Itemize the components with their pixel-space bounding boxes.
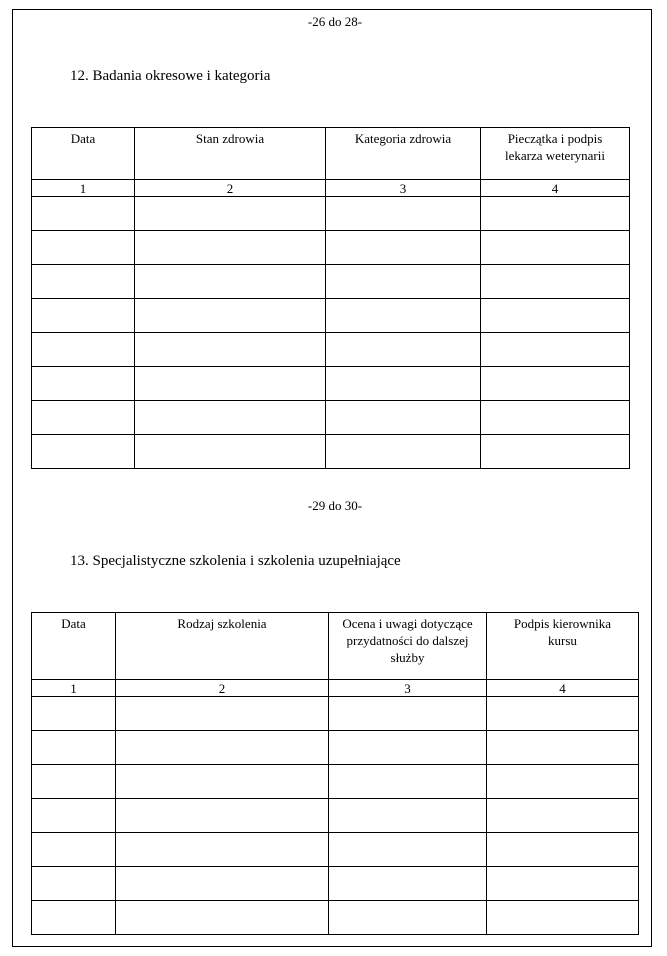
section-13-title: 13. Specjalistyczne szkolenia i szkolenia uzupełniające [70,553,401,569]
header-kategoria-zdrowia: Kategoria zdrowia [326,128,481,180]
table-row [32,901,639,935]
table-row [32,231,630,265]
table-cell[interactable] [481,265,630,299]
table-row [32,435,630,469]
column-number: 4 [487,680,639,697]
column-number-row [32,180,630,197]
table-cell[interactable] [116,833,329,867]
table-cell[interactable] [326,333,481,367]
table-cell[interactable] [326,367,481,401]
table-cell[interactable] [487,901,639,935]
table-row [32,867,639,901]
table-cell[interactable] [326,299,481,333]
table-cell[interactable] [32,901,116,935]
table-cell[interactable] [481,367,630,401]
table-cell[interactable] [135,197,326,231]
header-ocena-i-uwagi: Ocena i uwagi dotyczące przydatności do dalszej służby [329,613,487,680]
table-cell[interactable] [329,697,487,731]
table-row [32,731,639,765]
table-row [32,765,639,799]
header-data: Data [32,128,135,180]
table-cell[interactable] [329,765,487,799]
table-cell[interactable] [487,731,639,765]
table-cell[interactable] [481,197,630,231]
table-cell[interactable] [135,231,326,265]
column-number-row [32,680,639,697]
table-cell[interactable] [326,435,481,469]
column-number: 3 [329,680,487,697]
table-cell[interactable] [32,833,116,867]
section-13-table [31,612,639,935]
table-cell[interactable] [116,901,329,935]
column-number: 1 [32,680,116,697]
section-13-body [32,697,639,935]
table-cell[interactable] [135,435,326,469]
table-row [32,833,639,867]
table-cell[interactable] [32,799,116,833]
table-header-row [32,128,630,180]
table-cell[interactable] [116,731,329,765]
header-podpis-kierownika: Podpis kierownika kursu [487,613,639,680]
table-header-row [32,613,639,680]
table-cell[interactable] [135,367,326,401]
table-row [32,299,630,333]
header-stan-zdrowia: Stan zdrowia [135,128,326,180]
table-cell[interactable] [116,765,329,799]
table-cell[interactable] [487,765,639,799]
column-number: 1 [32,180,135,197]
table-cell[interactable] [32,299,135,333]
column-number: 3 [326,180,481,197]
table-cell[interactable] [135,265,326,299]
table-cell[interactable] [329,833,487,867]
header-data: Data [32,613,116,680]
header-pieczatka: Pieczątka i podpis lekarza weterynarii [481,128,630,180]
page-marker-top: -26 do 28- [307,14,363,29]
table-cell[interactable] [116,799,329,833]
table-cell[interactable] [135,401,326,435]
table-cell[interactable] [326,197,481,231]
table-cell[interactable] [481,299,630,333]
header-rodzaj-szkolenia: Rodzaj szkolenia [116,613,329,680]
table-cell[interactable] [487,697,639,731]
table-cell[interactable] [481,333,630,367]
section-12-table [31,127,630,469]
table-cell[interactable] [32,265,135,299]
table-row [32,367,630,401]
table-cell[interactable] [135,299,326,333]
table-row [32,333,630,367]
table-cell[interactable] [32,697,116,731]
table-cell[interactable] [32,367,135,401]
table-cell[interactable] [329,731,487,765]
table-row [32,265,630,299]
table-row [32,697,639,731]
table-cell[interactable] [32,765,116,799]
table-cell[interactable] [326,231,481,265]
table-cell[interactable] [481,401,630,435]
table-row [32,197,630,231]
table-cell[interactable] [32,231,135,265]
table-cell[interactable] [116,867,329,901]
table-cell[interactable] [326,265,481,299]
table-cell[interactable] [326,401,481,435]
table-cell[interactable] [487,867,639,901]
table-cell[interactable] [32,867,116,901]
table-cell[interactable] [329,901,487,935]
table-cell[interactable] [116,697,329,731]
table-cell[interactable] [329,799,487,833]
table-row [32,401,630,435]
column-number: 2 [135,180,326,197]
table-cell[interactable] [32,435,135,469]
section-12-body [32,197,630,469]
table-cell[interactable] [32,401,135,435]
table-cell[interactable] [481,435,630,469]
column-number: 2 [116,680,329,697]
section-12-title: 12. Badania okresowe i kategoria [70,68,271,84]
table-cell[interactable] [32,197,135,231]
table-cell[interactable] [487,833,639,867]
table-cell[interactable] [487,799,639,833]
table-row [32,799,639,833]
table-cell[interactable] [329,867,487,901]
column-number: 4 [481,180,630,197]
table-cell[interactable] [32,333,135,367]
table-cell[interactable] [135,333,326,367]
page-marker-middle: -29 do 30- [307,498,363,513]
table-cell[interactable] [32,731,116,765]
table-cell[interactable] [481,231,630,265]
